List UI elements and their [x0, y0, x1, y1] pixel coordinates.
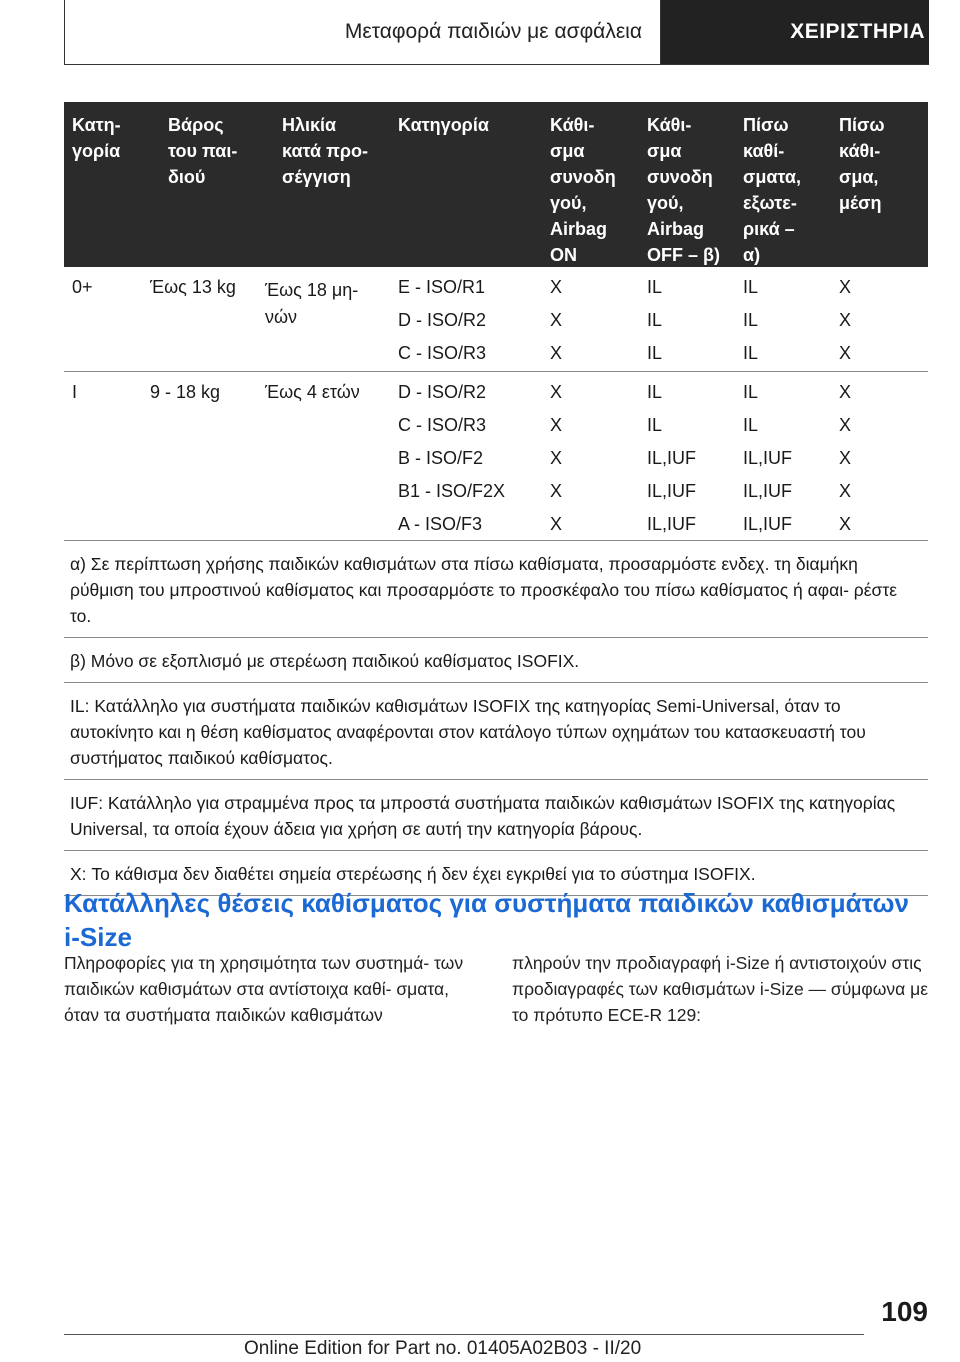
- legend-x: X: Το κάθισμα δεν διαθέτει σημεία στερέωσης ή δεν έχει εγκριθεί για το σύστημα ISOFIX.: [64, 851, 928, 896]
- col-header-age: Ηλικία κατά προ- σέγγιση: [282, 115, 369, 187]
- chapter-tab: ΧΕΙΡΙΣΤΗΡΙΑ: [661, 0, 929, 64]
- table-row: [64, 267, 928, 372]
- legend-il: IL: Κατάλληλο για συστήματα παιδικών καθισμάτων ISOFIX της κατηγορίας Semi-Universal, όταν το αυτοκίνητο και η θέση καθίσματος αναφέρονται στον κατάλογο τύπων οχημάτων του κατασκευαστή του συστήματος παιδικού καθίσματος.: [64, 683, 928, 780]
- col-header-group: Κατη- γορία: [72, 115, 121, 161]
- col-header-airbag-on: Κάθι- σμα συνοδη γού, Airbag ON: [550, 115, 616, 265]
- col-header-category: Κατηγορία: [398, 115, 489, 135]
- cell-airbag-on: X X X: [550, 277, 563, 363]
- cell-group: 0+: [72, 277, 93, 297]
- footnote-beta: β) Μόνο σε εξοπλισμό με στερέωση παιδικού καθίσματος ISOFIX.: [64, 638, 928, 683]
- cell-airbag-off: IL IL IL: [647, 277, 663, 363]
- page-header: [64, 0, 929, 65]
- section-heading: Κατάλληλες θέσεις καθίσματος για συστήματα παιδικών καθισμάτων i-Size: [64, 888, 909, 952]
- footnote-alpha: α) Σε περίπτωση χρήσης παιδικών καθισμάτων στα πίσω καθίσματα, προσαρμόστε ενδεχ. τη διαμήκη ρύθμιση του μπροστινού καθίσματος και προσαρμόστε το προσκέφαλο του πίσω καθίσματος ή αφαι- ρέστε το.: [64, 541, 928, 638]
- cell-rear-middle: X X X: [839, 277, 852, 363]
- col-header-rear-middle: Πίσω κάθι- σμα, μέση: [839, 115, 885, 213]
- cell-category: E - ISO/R1 D - ISO/R2 C - ISO/R3: [398, 277, 487, 363]
- cell-rear-outer: IL IL IL,IUF IL,IUF IL,IUF: [743, 382, 793, 534]
- cell-age: Έως 4 ετών: [265, 382, 360, 402]
- cell-airbag-off: IL IL IL,IUF IL,IUF IL,IUF: [647, 382, 697, 534]
- body-text-right: πληρούν την προδιαγραφή i-Size ή αντιστοιχούν στις προδιαγραφές των καθισμάτων i-Size — σύμφωνα με το πρότυπο ECE-R 129:: [512, 953, 928, 1025]
- table-header-row: [64, 102, 928, 267]
- body-text-left: Πληροφορίες για τη χρησιμότητα των συστημά- των παιδικών καθισμάτων στα αντίστοιχα καθί- σματα, όταν τα συστήματα παιδικών καθισμάτων: [64, 953, 464, 1025]
- col-header-weight: Βάρος του παι- διού: [168, 115, 238, 187]
- page-number: 109: [881, 1296, 928, 1327]
- footer-divider: [64, 1334, 864, 1335]
- cell-group: I: [72, 382, 78, 402]
- col-header-rear-outer: Πίσω καθί- σματα, εξωτε- ρικά – α): [743, 115, 801, 265]
- cell-category: D - ISO/R2 C - ISO/R3 B - ISO/F2 B1 - ISO/F2X A - ISO/F3: [398, 382, 506, 534]
- legend-iuf: IUF: Κατάλληλο για στραμμένα προς τα μπροστά συστήματα παιδικών καθισμάτων ISOFIX της κατηγορίας Universal, τα οποία έχουν άδεια για χρήση σε αυτή την κατηγορία βάρους.: [64, 780, 928, 851]
- cell-rear-middle: X X X X X: [839, 382, 852, 534]
- cell-weight: Έως 13 kg: [150, 277, 236, 297]
- isofix-table: [64, 102, 928, 896]
- cell-airbag-on: X X X X X: [550, 382, 563, 534]
- footer-edition: Online Edition for Part no. 01405A02B03 - II/20: [244, 1338, 642, 1359]
- cell-rear-outer: IL IL IL: [743, 277, 759, 363]
- cell-age: Έως 18 μη- νών: [265, 280, 359, 327]
- table-row: [64, 372, 928, 541]
- col-header-airbag-off: Κάθι- σμα συνοδη γού, Airbag OFF – β): [647, 115, 720, 265]
- section-title-header: Μεταφορά παιδιών με ασφάλεια: [65, 0, 661, 64]
- cell-weight: 9 - 18 kg: [150, 382, 221, 402]
